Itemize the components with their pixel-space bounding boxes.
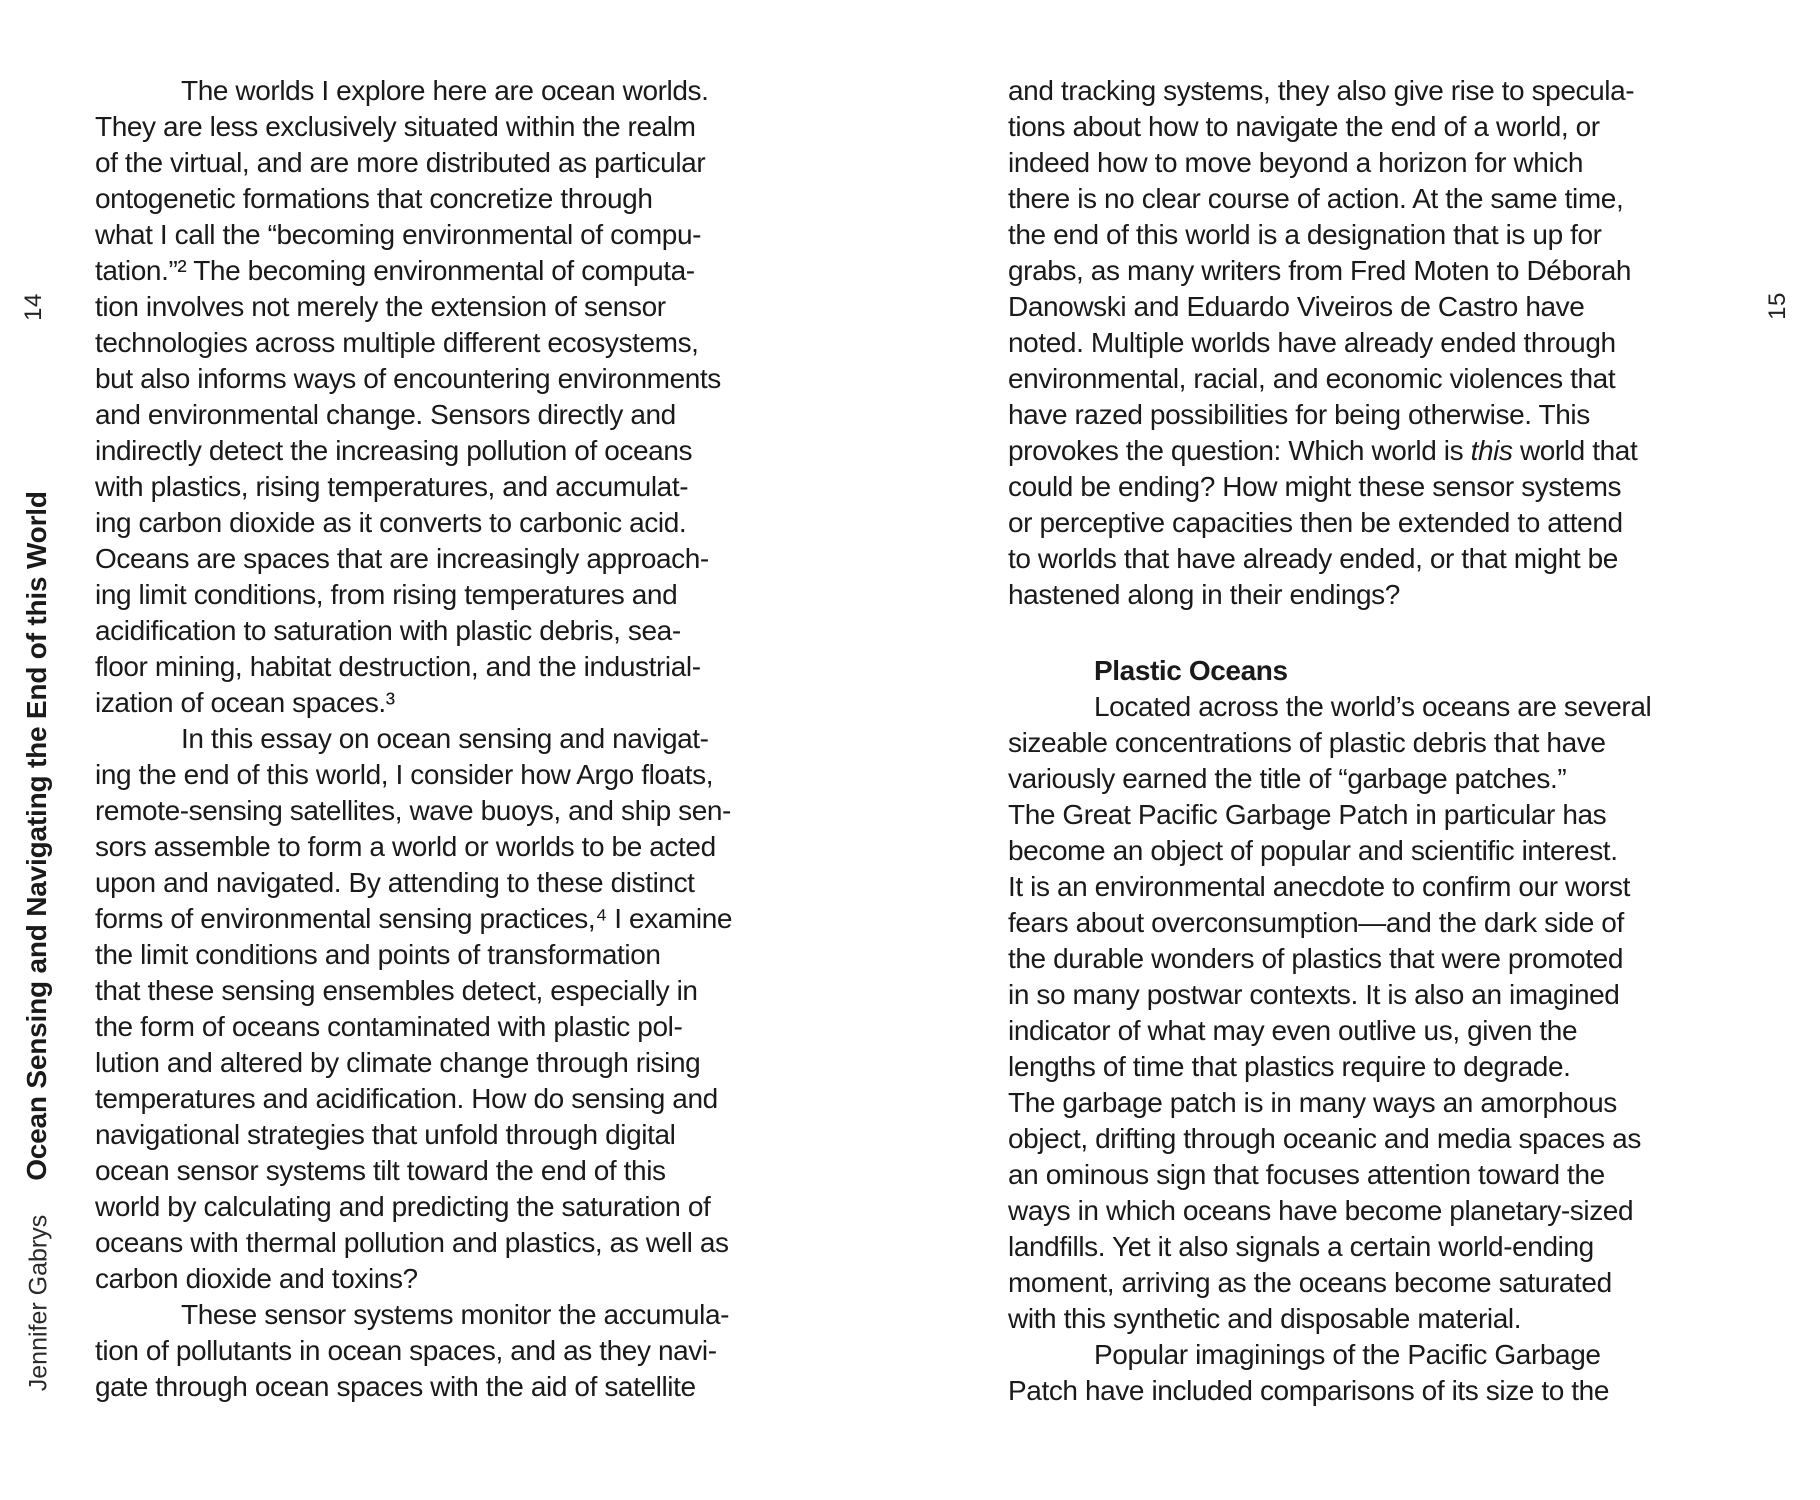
- text-run: technologies across multiple different ecosystems,: [95, 327, 699, 358]
- text-line: [95, 685, 755, 721]
- text-run: ization of ocean spaces.³: [95, 687, 395, 718]
- text-run: remote-sensing satellites, wave buoys, and ship sen-: [95, 795, 731, 826]
- text-line: [95, 217, 755, 253]
- text-line: [95, 1369, 755, 1405]
- text-line: [1008, 181, 1668, 217]
- text-line: [1008, 1121, 1668, 1157]
- text-line: [95, 1153, 755, 1189]
- text-run: sizeable concentrations of plastic debris that have: [1008, 727, 1606, 758]
- text-run: lution and altered by climate change through rising: [95, 1047, 701, 1078]
- text-line: [95, 901, 755, 937]
- text-line: [1008, 397, 1668, 433]
- text-run: the form of oceans contaminated with plastic pol-: [95, 1011, 683, 1042]
- text-line: [1008, 73, 1668, 109]
- text-line: [1008, 361, 1668, 397]
- text-line: [1008, 1157, 1668, 1193]
- text-run: world by calculating and predicting the saturation of: [95, 1191, 711, 1222]
- text-run: tion involves not merely the extension of sensor: [95, 291, 666, 322]
- text-line: [1008, 941, 1668, 977]
- text-line: [1008, 1265, 1668, 1301]
- text-line: [1008, 653, 1668, 689]
- text-line: [1008, 109, 1668, 145]
- text-line: [1008, 577, 1668, 613]
- text-line: [1008, 1085, 1668, 1121]
- text-run: environmental, racial, and economic violences that: [1008, 363, 1616, 394]
- text-line: [95, 1117, 755, 1153]
- text-line: [95, 1189, 755, 1225]
- text-run: have razed possibilities for being otherwise. This: [1008, 399, 1590, 430]
- text-run: to worlds that have already ended, or that might be: [1008, 543, 1618, 574]
- text-run: the durable wonders of plastics that were promoted: [1008, 943, 1624, 974]
- text-run: world that: [1512, 435, 1638, 466]
- text-line: [1008, 217, 1668, 253]
- text-line: [1008, 1301, 1668, 1337]
- text-line: [95, 109, 755, 145]
- text-run: and environmental change. Sensors directly and: [95, 399, 676, 430]
- text-line: [95, 1081, 755, 1117]
- text-line: [1008, 1229, 1668, 1265]
- text-run: there is no clear course of action. At the same time,: [1008, 183, 1624, 214]
- text-run: indirectly detect the increasing pollution of oceans: [95, 435, 693, 466]
- text-run: tion of pollutants in ocean spaces, and as they navi-: [95, 1335, 717, 1366]
- text-line: [95, 829, 755, 865]
- text-run: ways in which oceans have become planetary-sized: [1008, 1195, 1634, 1226]
- text-line: [95, 865, 755, 901]
- text-run: the limit conditions and points of transformation: [95, 939, 661, 970]
- text-run: carbon dioxide and toxins?: [95, 1263, 418, 1294]
- text-run: Oceans are spaces that are increasingly approach-: [95, 543, 709, 574]
- text-run: floor mining, habitat destruction, and the industrial-: [95, 651, 701, 682]
- text-line: [95, 253, 755, 289]
- text-line: [1008, 1193, 1668, 1229]
- spine-author-name: Jennifer Gabrys: [24, 1214, 53, 1392]
- right-page-number: 15: [1764, 292, 1791, 320]
- text-line: [1008, 325, 1668, 361]
- text-run: grabs, as many writers from Fred Moten to Déborah: [1008, 255, 1632, 286]
- text-line: [1008, 1373, 1668, 1409]
- text-run: with this synthetic and disposable material.: [1008, 1303, 1522, 1334]
- text-line: [95, 469, 755, 505]
- text-run: sors assemble to form a world or worlds to be acted: [95, 831, 716, 862]
- text-line: [95, 1297, 755, 1333]
- text-line: [1008, 977, 1668, 1013]
- text-line: [95, 181, 755, 217]
- text-run: It is an environmental anecdote to confirm our worst: [1008, 871, 1630, 902]
- text-line: [95, 1261, 755, 1297]
- text-run: ontogenetic formations that concretize through: [95, 183, 653, 214]
- text-run: tation.”² The becoming environmental of computa-: [95, 255, 695, 286]
- text-run: indicator of what may even outlive us, given the: [1008, 1015, 1578, 1046]
- text-run: temperatures and acidification. How do sensing and: [95, 1083, 718, 1114]
- text-run: Danowski and Eduardo Viveiros de Castro have: [1008, 291, 1585, 322]
- text-run: They are less exclusively situated within the realm: [95, 111, 696, 142]
- text-run: moment, arriving as the oceans become saturated: [1008, 1267, 1612, 1298]
- text-run: ocean sensor systems tilt toward the end of this: [95, 1155, 666, 1186]
- text-run: ing carbon dioxide as it converts to carbonic acid.: [95, 507, 687, 538]
- text-line: [1008, 433, 1668, 469]
- text-run: Popular imaginings of the Pacific Garbage: [1094, 1339, 1601, 1370]
- text-line: [95, 721, 755, 757]
- text-line: [95, 505, 755, 541]
- text-run: but also informs ways of encountering environments: [95, 363, 721, 394]
- text-run: gate through ocean spaces with the aid of satellite: [95, 1371, 696, 1402]
- text-line: [95, 1009, 755, 1045]
- text-line: [95, 1225, 755, 1261]
- paragraph: [95, 721, 755, 1297]
- text-run: Patch have included comparisons of its size to the: [1008, 1375, 1610, 1406]
- text-run: Located across the world’s oceans are several: [1094, 691, 1652, 722]
- text-run: lengths of time that plastics require to degrade.: [1008, 1051, 1571, 1082]
- text-line: [1008, 689, 1668, 725]
- text-line: [1008, 905, 1668, 941]
- text-line: [1008, 469, 1668, 505]
- text-line: [1008, 1013, 1668, 1049]
- text-run: that these sensing ensembles detect, especially in: [95, 975, 698, 1006]
- text-line: [95, 613, 755, 649]
- text-run: provokes the question: Which world is: [1008, 435, 1471, 466]
- text-line: [1008, 145, 1668, 181]
- text-run: acidification to saturation with plastic debris, sea-: [95, 615, 681, 646]
- text-line: [95, 577, 755, 613]
- text-run: These sensor systems monitor the accumula-: [181, 1299, 730, 1330]
- paragraph: [95, 73, 755, 721]
- text-line: [95, 145, 755, 181]
- text-line: [1008, 797, 1668, 833]
- text-run: In this essay on ocean sensing and navigat-: [181, 723, 709, 754]
- text-run: or perceptive capacities then be extended to attend: [1008, 507, 1623, 538]
- text-line: [95, 397, 755, 433]
- text-run: with plastics, rising temperatures, and accumulat-: [95, 471, 689, 502]
- text-run: the end of this world is a designation that is up for: [1008, 219, 1602, 250]
- text-run: ing limit conditions, from rising temperatures and: [95, 579, 678, 610]
- text-run: tions about how to navigate the end of a world, or: [1008, 111, 1600, 142]
- text-run: could be ending? How might these sensor systems: [1008, 471, 1622, 502]
- text-run: noted. Multiple worlds have already ended through: [1008, 327, 1616, 358]
- text-line: [1008, 869, 1668, 905]
- text-line: [1008, 541, 1668, 577]
- text-line: [95, 361, 755, 397]
- text-run: an ominous sign that focuses attention toward the: [1008, 1159, 1605, 1190]
- text-line: [95, 937, 755, 973]
- text-run: and tracking systems, they also give rise to specula-: [1008, 75, 1635, 106]
- text-run: landfills. Yet it also signals a certain world-ending: [1008, 1231, 1594, 1262]
- text-run: of the virtual, and are more distributed as particular: [95, 147, 706, 178]
- text-run: hastened along in their endings?: [1008, 579, 1400, 610]
- text-line: [95, 973, 755, 1009]
- text-line: [1008, 505, 1668, 541]
- text-run: The Great Pacific Garbage Patch in particular has: [1008, 799, 1607, 830]
- text-run: The worlds I explore here are ocean worlds.: [181, 75, 709, 106]
- text-run: object, drifting through oceanic and media spaces as: [1008, 1123, 1641, 1154]
- paragraph: [1008, 689, 1668, 1337]
- section-heading: [1008, 653, 1668, 689]
- text-run: The garbage patch is in many ways an amorphous: [1008, 1087, 1617, 1118]
- text-run: upon and navigated. By attending to these distinct: [95, 867, 695, 898]
- text-line: [95, 289, 755, 325]
- text-line: [1008, 289, 1668, 325]
- text-line: [1008, 253, 1668, 289]
- text-run: indeed how to move beyond a horizon for which: [1008, 147, 1584, 178]
- left-page-number: 14: [20, 293, 47, 321]
- text-line: [95, 757, 755, 793]
- spine-essay-title: Ocean Sensing and Navigating the End of this World: [21, 491, 52, 1181]
- text-run: Plastic Oceans: [1094, 655, 1288, 686]
- text-line: [1008, 761, 1668, 797]
- text-line: [1008, 1049, 1668, 1085]
- text-line: [1008, 725, 1668, 761]
- left-page-text-column: [95, 73, 755, 1405]
- text-line: [95, 325, 755, 361]
- text-line: [1008, 1337, 1668, 1373]
- text-run: fears about overconsumption—and the dark side of: [1008, 907, 1624, 938]
- text-line: [95, 1333, 755, 1369]
- text-run: this: [1470, 435, 1513, 466]
- text-run: variously earned the title of “garbage patches.”: [1008, 763, 1567, 794]
- text-line: [95, 1045, 755, 1081]
- text-line: [95, 73, 755, 109]
- text-run: what I call the “becoming environmental of compu-: [95, 219, 702, 250]
- text-line: [95, 433, 755, 469]
- text-line: [95, 541, 755, 577]
- text-run: ing the end of this world, I consider how Argo floats,: [95, 759, 714, 790]
- paragraph: [1008, 1337, 1668, 1409]
- text-run: navigational strategies that unfold through digital: [95, 1119, 676, 1150]
- paragraph: [95, 1297, 755, 1405]
- text-run: in so many postwar contexts. It is also an imagined: [1008, 979, 1620, 1010]
- text-run: forms of environmental sensing practices,⁴ I examine: [95, 903, 733, 934]
- text-line: [1008, 833, 1668, 869]
- text-run: oceans with thermal pollution and plastics, as well as: [95, 1227, 729, 1258]
- paragraph: [1008, 73, 1668, 613]
- right-page-text-column: [1008, 73, 1668, 1409]
- text-line: [95, 649, 755, 685]
- text-run: become an object of popular and scientific interest.: [1008, 835, 1618, 866]
- text-line: [95, 793, 755, 829]
